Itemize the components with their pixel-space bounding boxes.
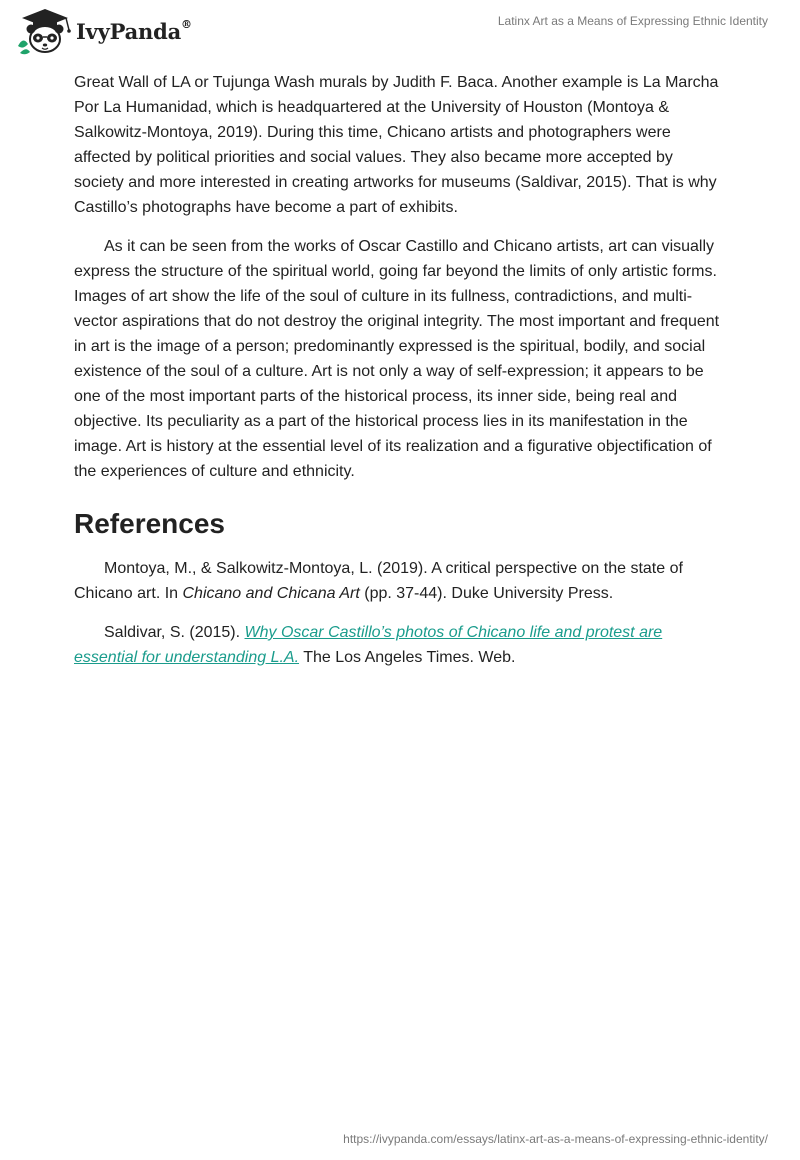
- reference-book-title: Chicano and Chicana Art: [182, 585, 360, 602]
- essay-content: [74, 70, 726, 684]
- reference-montoya: Montoya, M., & Salkowitz-Montoya, L. (2019). A critical perspective on the state of Chicano art. In Chicano and Chicana Art (pp. 37-44). Duke University Press.: [74, 560, 683, 602]
- panda-graduate-icon: [14, 6, 76, 56]
- brand-name: IvyPanda®: [76, 18, 192, 44]
- paragraph-continued: Great Wall of LA or Tujunga Wash murals by Judith F. Baca. Another example is La Marcha Por La Humanidad, which is headquartered at the University of Houston (Montoya & Salkowitz-Montoya, 2019). During this time, Chicano artists and photographers were affected by political priorities and social values. They also became more accepted by society and more interested in creating artworks for museums (Saldivar, 2015). That is why Castillo’s photographs have become a part of exhibits.: [74, 74, 719, 216]
- references-heading: References: [74, 508, 225, 539]
- paragraph-conclusion: As it can be seen from the works of Oscar Castillo and Chicano artists, art can visually express the structure of the spiritual world, going far beyond the limits of only artistic forms. Images of art show the life of the soul of culture in its fullness, contradictions, and multi-vector aspirations that do not destroy the original integrity. The most important and frequent in art is the image of a person; predominantly expressed is the spiritual, bodily, and social existence of the soul of a culture. Art is not only a way of self-expression; it appears to be one of the most important parts of the historical process, its inner side, being real and objective. Its peculiarity as a part of the historical process lies in its manifestation in the image. Art is history at the essential level of its realization and a figurative objectification of the experiences of culture and ethnicity.: [74, 238, 720, 480]
- running-title: Latinx Art as a Means of Expressing Ethnic Identity: [497, 14, 768, 28]
- reference-saldivar: Saldivar, S. (2015). Why Oscar Castillo’s photos of Chicano life and protest are essential for understanding L.A. The Los Angeles Times. Web.: [74, 624, 663, 666]
- ivypanda-logo[interactable]: [14, 6, 234, 56]
- source-url[interactable]: https://ivypanda.com/essays/latinx-art-as-a-means-of-expressing-ethnic-identity/: [343, 1132, 768, 1146]
- page-header: [0, 0, 800, 60]
- reference-article-link[interactable]: Why Oscar Castillo’s photos of Chicano life and protest are essential for understanding L.A.: [74, 624, 663, 666]
